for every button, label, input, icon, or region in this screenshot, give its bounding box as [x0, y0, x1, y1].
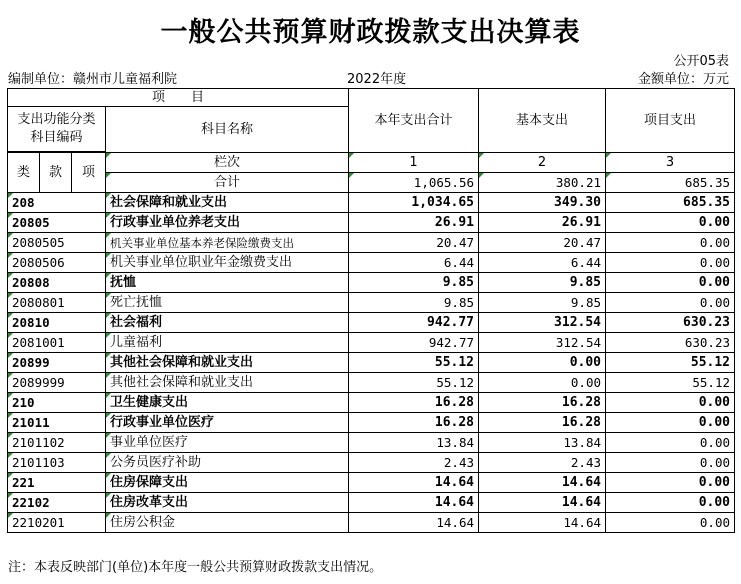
table-row [8, 433, 735, 453]
row-code: 208 [8, 193, 106, 213]
row-total: 2.43 [349, 453, 479, 473]
row-basic: 0.00 [479, 353, 606, 373]
row-basic: 14.64 [479, 493, 606, 513]
data-rows [8, 193, 735, 533]
table-row [8, 373, 735, 393]
row-total: 16.28 [349, 413, 479, 433]
table-row [8, 393, 735, 413]
header-heji-total: 1,065.56 [349, 173, 479, 193]
header-n2: 2 [479, 153, 606, 173]
row-total: 9.85 [349, 273, 479, 293]
row-project: 630.23 [606, 313, 735, 333]
row-project: 0.00 [606, 293, 735, 313]
row-basic: 20.47 [479, 233, 606, 253]
row-code: 221 [8, 473, 106, 493]
row-basic: 0.00 [479, 373, 606, 393]
row-code: 210 [8, 393, 106, 413]
header-lanci: 栏次 [106, 153, 349, 173]
row-code: 20805 [8, 213, 106, 233]
row-basic: 26.91 [479, 213, 606, 233]
row-basic: 312.54 [479, 313, 606, 333]
row-name: 住房公积金 [106, 513, 349, 533]
row-code: 2089999 [8, 373, 106, 393]
header-row-lanci [8, 153, 735, 173]
table-row [8, 473, 735, 493]
row-name: 事业单位医疗 [106, 433, 349, 453]
row-total: 14.64 [349, 513, 479, 533]
row-name: 公务员医疗补助 [106, 453, 349, 473]
row-name: 其他社会保障和就业支出 [106, 373, 349, 393]
table-row [8, 193, 735, 213]
row-name: 卫生健康支出 [106, 393, 349, 413]
row-total: 55.12 [349, 373, 479, 393]
row-code: 20810 [8, 313, 106, 333]
table-row [8, 253, 735, 273]
table-row [8, 313, 735, 333]
row-basic: 14.64 [479, 513, 606, 533]
table-row [8, 213, 735, 233]
table-row [8, 273, 735, 293]
row-total: 16.28 [349, 393, 479, 413]
header-basic: 基本支出 [479, 89, 606, 153]
row-total: 26.91 [349, 213, 479, 233]
row-name: 社会福利 [106, 313, 349, 333]
row-basic: 349.30 [479, 193, 606, 213]
row-name: 儿童福利 [106, 333, 349, 353]
row-name: 住房改革支出 [106, 493, 349, 513]
row-project: 0.00 [606, 473, 735, 493]
row-code: 2080801 [8, 293, 106, 313]
header-lei: 类 [8, 153, 40, 193]
row-project: 0.00 [606, 233, 735, 253]
table-row [8, 333, 735, 353]
row-basic: 2.43 [479, 453, 606, 473]
header-total: 本年支出合计 [349, 89, 479, 153]
row-project: 0.00 [606, 213, 735, 233]
form-number: 公开05表 [673, 54, 729, 69]
table-row [8, 453, 735, 473]
table-row [8, 293, 735, 313]
row-name: 抚恤 [106, 273, 349, 293]
header-heji-project: 685.35 [606, 173, 735, 193]
row-project: 0.00 [606, 513, 735, 533]
row-code: 20808 [8, 273, 106, 293]
table-row [8, 513, 735, 533]
row-project: 0.00 [606, 493, 735, 513]
row-total: 14.64 [349, 493, 479, 513]
row-basic: 16.28 [479, 393, 606, 413]
header-row-item [8, 89, 735, 107]
amount-unit: 金额单位：万元 [637, 72, 729, 87]
row-total: 1,034.65 [349, 193, 479, 213]
row-total: 9.85 [349, 293, 479, 313]
row-name: 行政事业单位医疗 [106, 413, 349, 433]
row-basic: 6.44 [479, 253, 606, 273]
table-row [8, 493, 735, 513]
report-year: 2022年度 [347, 72, 407, 87]
header-kuan: 款 [40, 153, 72, 193]
row-name: 住房保障支出 [106, 473, 349, 493]
header-code-label: 支出功能分类 科目编码 [8, 107, 106, 152]
row-basic: 9.85 [479, 273, 606, 293]
row-name: 行政事业单位养老支出 [106, 213, 349, 233]
header-heji-basic: 380.21 [479, 173, 606, 193]
row-basic: 312.54 [479, 333, 606, 353]
row-code: 2080506 [8, 253, 106, 273]
header-heji: 合计 [106, 173, 349, 193]
row-name: 其他社会保障和就业支出 [106, 353, 349, 373]
row-total: 55.12 [349, 353, 479, 373]
row-total: 6.44 [349, 253, 479, 273]
header-project: 项目支出 [606, 89, 735, 153]
row-code: 22102 [8, 493, 106, 513]
row-project: 630.23 [606, 333, 735, 353]
row-project: 0.00 [606, 433, 735, 453]
table-row [8, 413, 735, 433]
row-code: 2081001 [8, 333, 106, 353]
footnote: 注：本表反映部门(单位)本年度一般公共预算财政拨款支出情况。 [8, 560, 383, 575]
table-row [8, 233, 735, 253]
header-row-total [8, 173, 735, 193]
row-project: 55.12 [606, 373, 735, 393]
row-total: 20.47 [349, 233, 479, 253]
row-project: 0.00 [606, 253, 735, 273]
header-name-label: 科目名称 [106, 107, 349, 153]
row-code: 21011 [8, 413, 106, 433]
row-name: 社会保障和就业支出 [106, 193, 349, 213]
row-project: 55.12 [606, 353, 735, 373]
header-n1: 1 [349, 153, 479, 173]
row-code: 20899 [8, 353, 106, 373]
table-row [8, 353, 735, 373]
row-code: 2210201 [8, 513, 106, 533]
row-name: 机关事业单位职业年金缴费支出 [106, 253, 349, 273]
row-total: 942.77 [349, 313, 479, 333]
row-project: 0.00 [606, 393, 735, 413]
header-item-cell: 项 目 [8, 89, 349, 107]
row-code: 2080505 [8, 233, 106, 253]
row-total: 13.84 [349, 433, 479, 453]
row-basic: 9.85 [479, 293, 606, 313]
report-title: 一般公共预算财政拨款支出决算表 [160, 17, 581, 48]
header-n3: 3 [606, 153, 735, 173]
row-code: 2101102 [8, 433, 106, 453]
row-project: 0.00 [606, 273, 735, 293]
row-name: 死亡抚恤 [106, 293, 349, 313]
row-name: 机关事业单位基本养老保险缴费支出 [106, 233, 349, 253]
header-xiang: 项 [72, 153, 106, 193]
expenditure-table [7, 88, 735, 533]
compiling-unit: 编制单位：赣州市儿童福利院 [8, 72, 178, 87]
row-project: 685.35 [606, 193, 735, 213]
row-total: 942.77 [349, 333, 479, 353]
row-code: 2101103 [8, 453, 106, 473]
row-project: 0.00 [606, 453, 735, 473]
row-basic: 13.84 [479, 433, 606, 453]
row-basic: 14.64 [479, 473, 606, 493]
row-basic: 16.28 [479, 413, 606, 433]
row-project: 0.00 [606, 413, 735, 433]
row-total: 14.64 [349, 473, 479, 493]
